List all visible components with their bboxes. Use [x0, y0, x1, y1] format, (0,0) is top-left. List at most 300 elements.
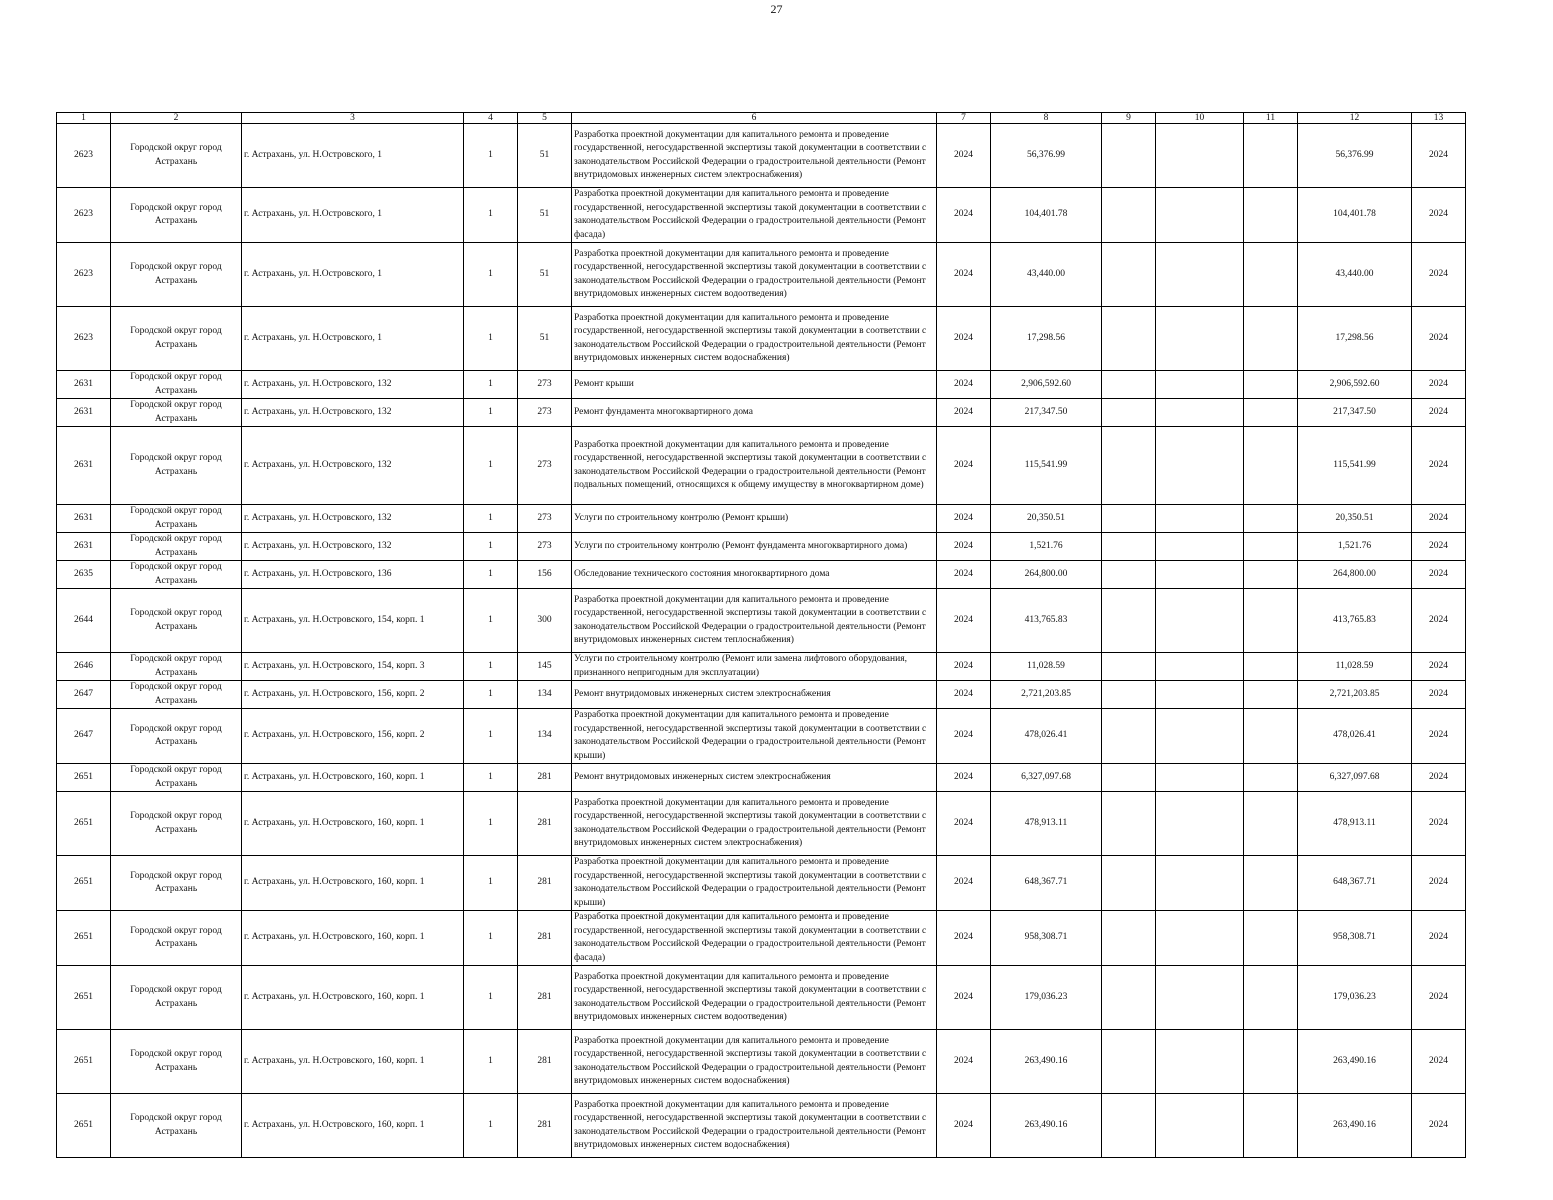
cost-cell: 263,490.16 — [991, 1030, 1102, 1094]
work-type-cell: Разработка проектной документации для капитального ремонта и проведение государственной, негосударственной экспертизы такой документации в соответствии с законодательством Российской Федерации о градостроительной деятельности (Ремонт внутридомовых инженерных систем водоснабжения) — [572, 307, 937, 371]
cost-cell: 264,800.00 — [991, 561, 1102, 589]
column-9-cell — [1102, 505, 1156, 533]
column-4-cell: 1 — [464, 371, 518, 399]
row-number-cell: 2623 — [57, 307, 111, 371]
year-cell: 2024 — [937, 764, 991, 792]
municipality-cell: Городской округ город Астрахань — [111, 371, 242, 399]
column-10-cell — [1156, 1030, 1244, 1094]
municipality-cell: Городской округ город Астрахань — [111, 307, 242, 371]
column-4-cell: 1 — [464, 911, 518, 966]
column-9-cell — [1102, 124, 1156, 188]
column-4-cell: 1 — [464, 1094, 518, 1158]
table-row — [57, 399, 1466, 427]
address-cell: г. Астрахань, ул. Н.Островского, 160, корп. 1 — [242, 911, 464, 966]
work-type-cell: Разработка проектной документации для капитального ремонта и проведение государственной, негосударственной экспертизы такой документации в соответствии с законодательством Российской Федерации о градостроительной деятельности (Ремонт внутридомовых инженерных систем водоснабжения) — [572, 1094, 937, 1158]
column-13-cell: 2024 — [1412, 188, 1466, 243]
column-9-cell — [1102, 653, 1156, 681]
row-number-cell: 2651 — [57, 764, 111, 792]
column-13-cell: 2024 — [1412, 764, 1466, 792]
column-9-cell — [1102, 911, 1156, 966]
address-cell: г. Астрахань, ул. Н.Островского, 1 — [242, 243, 464, 307]
row-number-cell: 2631 — [57, 399, 111, 427]
year-cell: 2024 — [937, 966, 991, 1030]
table-row — [57, 307, 1466, 371]
cost-cell: 11,028.59 — [991, 653, 1102, 681]
column-13-cell: 2024 — [1412, 709, 1466, 764]
address-cell: г. Астрахань, ул. Н.Островского, 160, корп. 1 — [242, 1030, 464, 1094]
column-9-cell — [1102, 371, 1156, 399]
column-5-cell: 281 — [518, 856, 572, 911]
column-9-cell — [1102, 709, 1156, 764]
address-cell: г. Астрахань, ул. Н.Островского, 160, корп. 1 — [242, 1094, 464, 1158]
work-type-cell: Услуги по строительному контролю (Ремонт фундамента многоквартирного дома) — [572, 533, 937, 561]
cost-cell: 56,376.99 — [991, 124, 1102, 188]
row-number-cell: 2631 — [57, 371, 111, 399]
work-type-cell: Разработка проектной документации для капитального ремонта и проведение государственной, негосударственной экспертизы такой документации в соответствии с законодательством Российской Федерации о градостроительной деятельности (Ремонт внутридомовых инженерных систем водоотведения) — [572, 243, 937, 307]
column-11-cell — [1244, 966, 1298, 1030]
column-4-cell: 1 — [464, 966, 518, 1030]
address-cell: г. Астрахань, ул. Н.Островского, 132 — [242, 371, 464, 399]
column-11-cell — [1244, 792, 1298, 856]
table-row — [57, 243, 1466, 307]
column-11-cell — [1244, 533, 1298, 561]
column-4-cell: 1 — [464, 533, 518, 561]
column-10-cell — [1156, 589, 1244, 653]
column-5-cell: 273 — [518, 399, 572, 427]
year-cell: 2024 — [937, 792, 991, 856]
column-header: 8 — [991, 113, 1102, 124]
row-number-cell: 2644 — [57, 589, 111, 653]
column-10-cell — [1156, 427, 1244, 505]
column-12-cell: 958,308.71 — [1298, 911, 1412, 966]
table-row — [57, 427, 1466, 505]
column-4-cell: 1 — [464, 1030, 518, 1094]
table-row — [57, 589, 1466, 653]
column-10-cell — [1156, 371, 1244, 399]
column-10-cell — [1156, 505, 1244, 533]
column-4-cell: 1 — [464, 764, 518, 792]
address-cell: г. Астрахань, ул. Н.Островского, 136 — [242, 561, 464, 589]
column-11-cell — [1244, 307, 1298, 371]
cost-cell: 478,026.41 — [991, 709, 1102, 764]
column-number-row — [57, 113, 1466, 124]
cost-cell: 2,721,203.85 — [991, 681, 1102, 709]
column-10-cell — [1156, 966, 1244, 1030]
column-12-cell: 20,350.51 — [1298, 505, 1412, 533]
cost-cell: 179,036.23 — [991, 966, 1102, 1030]
work-type-cell: Разработка проектной документации для капитального ремонта и проведение государственной, негосударственной экспертизы такой документации в соответствии с законодательством Российской Федерации о градостроительной деятельности (Ремонт крыши) — [572, 709, 937, 764]
column-12-cell: 2,721,203.85 — [1298, 681, 1412, 709]
address-cell: г. Астрахань, ул. Н.Островского, 160, корп. 1 — [242, 792, 464, 856]
column-12-cell: 104,401.78 — [1298, 188, 1412, 243]
address-cell: г. Астрахань, ул. Н.Островского, 1 — [242, 188, 464, 243]
column-13-cell: 2024 — [1412, 427, 1466, 505]
column-5-cell: 51 — [518, 124, 572, 188]
column-12-cell: 1,521.76 — [1298, 533, 1412, 561]
table-row — [57, 792, 1466, 856]
row-number-cell: 2651 — [57, 911, 111, 966]
column-11-cell — [1244, 911, 1298, 966]
work-type-cell: Разработка проектной документации для капитального ремонта и проведение государственной, негосударственной экспертизы такой документации в соответствии с законодательством Российской Федерации о градостроительной деятельности (Ремонт внутридомовых инженерных систем теплоснабжения) — [572, 589, 937, 653]
table-row — [57, 371, 1466, 399]
address-cell: г. Астрахань, ул. Н.Островского, 132 — [242, 427, 464, 505]
table-row — [57, 1094, 1466, 1158]
column-header: 12 — [1298, 113, 1412, 124]
column-9-cell — [1102, 1030, 1156, 1094]
column-5-cell: 273 — [518, 505, 572, 533]
cost-cell: 478,913.11 — [991, 792, 1102, 856]
municipality-cell: Городской округ город Астрахань — [111, 681, 242, 709]
year-cell: 2024 — [937, 1030, 991, 1094]
column-11-cell — [1244, 505, 1298, 533]
column-10-cell — [1156, 911, 1244, 966]
capital-repair-table — [56, 112, 1466, 1158]
year-cell: 2024 — [937, 1094, 991, 1158]
column-12-cell: 179,036.23 — [1298, 966, 1412, 1030]
address-cell: г. Астрахань, ул. Н.Островского, 1 — [242, 124, 464, 188]
row-number-cell: 2651 — [57, 966, 111, 1030]
column-4-cell: 1 — [464, 427, 518, 505]
column-11-cell — [1244, 561, 1298, 589]
column-13-cell: 2024 — [1412, 792, 1466, 856]
column-10-cell — [1156, 792, 1244, 856]
row-number-cell: 2651 — [57, 856, 111, 911]
municipality-cell: Городской округ город Астрахань — [111, 856, 242, 911]
municipality-cell: Городской округ город Астрахань — [111, 1094, 242, 1158]
column-5-cell: 281 — [518, 764, 572, 792]
column-10-cell — [1156, 243, 1244, 307]
table-row — [57, 653, 1466, 681]
work-type-cell: Услуги по строительному контролю (Ремонт крыши) — [572, 505, 937, 533]
work-type-cell: Обследование технического состояния многоквартирного дома — [572, 561, 937, 589]
year-cell: 2024 — [937, 188, 991, 243]
municipality-cell: Городской округ город Астрахань — [111, 709, 242, 764]
column-13-cell: 2024 — [1412, 371, 1466, 399]
table-row — [57, 533, 1466, 561]
column-header: 9 — [1102, 113, 1156, 124]
year-cell: 2024 — [937, 681, 991, 709]
table-row — [57, 561, 1466, 589]
column-13-cell: 2024 — [1412, 681, 1466, 709]
column-13-cell: 2024 — [1412, 911, 1466, 966]
column-13-cell: 2024 — [1412, 307, 1466, 371]
column-4-cell: 1 — [464, 124, 518, 188]
municipality-cell: Городской округ город Астрахань — [111, 243, 242, 307]
column-9-cell — [1102, 243, 1156, 307]
column-5-cell: 51 — [518, 243, 572, 307]
column-4-cell: 1 — [464, 709, 518, 764]
column-header: 4 — [464, 113, 518, 124]
row-number-cell: 2623 — [57, 124, 111, 188]
column-9-cell — [1102, 427, 1156, 505]
column-13-cell: 2024 — [1412, 399, 1466, 427]
column-11-cell — [1244, 188, 1298, 243]
column-9-cell — [1102, 188, 1156, 243]
address-cell: г. Астрахань, ул. Н.Островского, 132 — [242, 399, 464, 427]
column-header: 1 — [57, 113, 111, 124]
work-type-cell: Разработка проектной документации для капитального ремонта и проведение государственной, негосударственной экспертизы такой документации в соответствии с законодательством Российской Федерации о градостроительной деятельности (Ремонт внутридомовых инженерных систем водоснабжения) — [572, 1030, 937, 1094]
year-cell: 2024 — [937, 653, 991, 681]
row-number-cell: 2623 — [57, 188, 111, 243]
work-type-cell: Разработка проектной документации для капитального ремонта и проведение государственной, негосударственной экспертизы такой документации в соответствии с законодательством Российской Федерации о градостроительной деятельности (Ремонт крыши) — [572, 856, 937, 911]
address-cell: г. Астрахань, ул. Н.Островского, 160, корп. 1 — [242, 966, 464, 1030]
column-5-cell: 273 — [518, 427, 572, 505]
column-5-cell: 300 — [518, 589, 572, 653]
table-row — [57, 1030, 1466, 1094]
column-9-cell — [1102, 589, 1156, 653]
column-13-cell: 2024 — [1412, 561, 1466, 589]
column-9-cell — [1102, 1094, 1156, 1158]
column-11-cell — [1244, 399, 1298, 427]
column-11-cell — [1244, 243, 1298, 307]
row-number-cell: 2631 — [57, 533, 111, 561]
column-11-cell — [1244, 589, 1298, 653]
column-12-cell: 17,298.56 — [1298, 307, 1412, 371]
column-13-cell: 2024 — [1412, 124, 1466, 188]
column-4-cell: 1 — [464, 399, 518, 427]
address-cell: г. Астрахань, ул. Н.Островского, 154, корп. 1 — [242, 589, 464, 653]
column-5-cell: 281 — [518, 792, 572, 856]
column-12-cell: 263,490.16 — [1298, 1030, 1412, 1094]
column-12-cell: 115,541.99 — [1298, 427, 1412, 505]
row-number-cell: 2647 — [57, 681, 111, 709]
column-header: 5 — [518, 113, 572, 124]
municipality-cell: Городской округ город Астрахань — [111, 764, 242, 792]
municipality-cell: Городской округ город Астрахань — [111, 966, 242, 1030]
municipality-cell: Городской округ город Астрахань — [111, 505, 242, 533]
work-type-cell: Разработка проектной документации для капитального ремонта и проведение государственной, негосударственной экспертизы такой документации в соответствии с законодательством Российской Федерации о градостроительной деятельности (Ремонт внутридомовых инженерных систем водоотведения) — [572, 966, 937, 1030]
year-cell: 2024 — [937, 709, 991, 764]
column-13-cell: 2024 — [1412, 505, 1466, 533]
page-number: 27 — [770, 2, 783, 16]
address-cell: г. Астрахань, ул. Н.Островского, 1 — [242, 307, 464, 371]
column-11-cell — [1244, 124, 1298, 188]
municipality-cell: Городской округ город Астрахань — [111, 653, 242, 681]
column-11-cell — [1244, 681, 1298, 709]
address-cell: г. Астрахань, ул. Н.Островского, 132 — [242, 533, 464, 561]
row-number-cell: 2623 — [57, 243, 111, 307]
table-row — [57, 124, 1466, 188]
work-type-cell: Ремонт крыши — [572, 371, 937, 399]
address-cell: г. Астрахань, ул. Н.Островского, 156, корп. 2 — [242, 681, 464, 709]
column-11-cell — [1244, 764, 1298, 792]
column-13-cell: 2024 — [1412, 589, 1466, 653]
municipality-cell: Городской округ город Астрахань — [111, 399, 242, 427]
column-12-cell: 56,376.99 — [1298, 124, 1412, 188]
cost-cell: 958,308.71 — [991, 911, 1102, 966]
column-5-cell: 281 — [518, 1030, 572, 1094]
column-4-cell: 1 — [464, 561, 518, 589]
column-4-cell: 1 — [464, 307, 518, 371]
year-cell: 2024 — [937, 561, 991, 589]
row-number-cell: 2646 — [57, 653, 111, 681]
column-9-cell — [1102, 966, 1156, 1030]
year-cell: 2024 — [937, 243, 991, 307]
column-11-cell — [1244, 371, 1298, 399]
column-4-cell: 1 — [464, 792, 518, 856]
column-10-cell — [1156, 709, 1244, 764]
column-12-cell: 6,327,097.68 — [1298, 764, 1412, 792]
column-9-cell — [1102, 399, 1156, 427]
row-number-cell: 2631 — [57, 505, 111, 533]
column-5-cell: 273 — [518, 371, 572, 399]
cost-cell: 217,347.50 — [991, 399, 1102, 427]
column-9-cell — [1102, 792, 1156, 856]
work-type-cell: Ремонт внутридомовых инженерных систем электроснабжения — [572, 764, 937, 792]
column-4-cell: 1 — [464, 188, 518, 243]
column-9-cell — [1102, 307, 1156, 371]
table-row — [57, 966, 1466, 1030]
work-type-cell: Разработка проектной документации для капитального ремонта и проведение государственной, негосударственной экспертизы такой документации в соответствии с законодательством Российской Федерации о градостроительной деятельности (Ремонт фасада) — [572, 911, 937, 966]
column-4-cell: 1 — [464, 589, 518, 653]
column-10-cell — [1156, 533, 1244, 561]
column-10-cell — [1156, 1094, 1244, 1158]
address-cell: г. Астрахань, ул. Н.Островского, 160, корп. 1 — [242, 764, 464, 792]
cost-cell: 104,401.78 — [991, 188, 1102, 243]
column-5-cell: 134 — [518, 709, 572, 764]
year-cell: 2024 — [937, 124, 991, 188]
column-10-cell — [1156, 399, 1244, 427]
column-4-cell: 1 — [464, 505, 518, 533]
municipality-cell: Городской округ город Астрахань — [111, 911, 242, 966]
column-12-cell: 648,367.71 — [1298, 856, 1412, 911]
column-11-cell — [1244, 856, 1298, 911]
column-11-cell — [1244, 1094, 1298, 1158]
row-number-cell: 2631 — [57, 427, 111, 505]
column-4-cell: 1 — [464, 856, 518, 911]
work-type-cell: Разработка проектной документации для капитального ремонта и проведение государственной, негосударственной экспертизы такой документации в соответствии с законодательством Российской Федерации о градостроительной деятельности (Ремонт подвальных помещений, относящихся к общему имуществу в многоквартирном доме) — [572, 427, 937, 505]
table-row — [57, 911, 1466, 966]
column-5-cell: 156 — [518, 561, 572, 589]
column-10-cell — [1156, 188, 1244, 243]
column-header: 11 — [1244, 113, 1298, 124]
column-5-cell: 134 — [518, 681, 572, 709]
column-5-cell: 281 — [518, 911, 572, 966]
column-9-cell — [1102, 561, 1156, 589]
column-header: 7 — [937, 113, 991, 124]
column-9-cell — [1102, 764, 1156, 792]
column-12-cell: 11,028.59 — [1298, 653, 1412, 681]
column-5-cell: 273 — [518, 533, 572, 561]
work-type-cell: Разработка проектной документации для капитального ремонта и проведение государственной, негосударственной экспертизы такой документации в соответствии с законодательством Российской Федерации о градостроительной деятельности (Ремонт внутридомовых инженерных систем электроснабжения) — [572, 792, 937, 856]
column-10-cell — [1156, 124, 1244, 188]
column-12-cell: 217,347.50 — [1298, 399, 1412, 427]
column-header: 6 — [572, 113, 937, 124]
year-cell: 2024 — [937, 505, 991, 533]
year-cell: 2024 — [937, 371, 991, 399]
work-type-cell: Разработка проектной документации для капитального ремонта и проведение государственной, негосударственной экспертизы такой документации в соответствии с законодательством Российской Федерации о градостроительной деятельности (Ремонт внутридомовых инженерных систем электроснабжения) — [572, 124, 937, 188]
table-row — [57, 505, 1466, 533]
work-type-cell: Разработка проектной документации для капитального ремонта и проведение государственной, негосударственной экспертизы такой документации в соответствии с законодательством Российской Федерации о градостроительной деятельности (Ремонт фасада) — [572, 188, 937, 243]
column-10-cell — [1156, 307, 1244, 371]
column-12-cell: 264,800.00 — [1298, 561, 1412, 589]
column-13-cell: 2024 — [1412, 1030, 1466, 1094]
column-12-cell: 478,913.11 — [1298, 792, 1412, 856]
column-13-cell: 2024 — [1412, 856, 1466, 911]
municipality-cell: Городской округ город Астрахань — [111, 792, 242, 856]
column-9-cell — [1102, 856, 1156, 911]
row-number-cell: 2651 — [57, 1030, 111, 1094]
column-10-cell — [1156, 856, 1244, 911]
table-row — [57, 709, 1466, 764]
cost-cell: 413,765.83 — [991, 589, 1102, 653]
column-13-cell: 2024 — [1412, 966, 1466, 1030]
table-row — [57, 188, 1466, 243]
address-cell: г. Астрахань, ул. Н.Островского, 156, корп. 2 — [242, 709, 464, 764]
column-9-cell — [1102, 533, 1156, 561]
year-cell: 2024 — [937, 911, 991, 966]
municipality-cell: Городской округ город Астрахань — [111, 1030, 242, 1094]
cost-cell: 263,490.16 — [991, 1094, 1102, 1158]
municipality-cell: Городской округ город Астрахань — [111, 124, 242, 188]
column-11-cell — [1244, 1030, 1298, 1094]
column-4-cell: 1 — [464, 653, 518, 681]
column-13-cell: 2024 — [1412, 533, 1466, 561]
column-5-cell: 51 — [518, 188, 572, 243]
work-type-cell: Ремонт фундамента многоквартирного дома — [572, 399, 937, 427]
municipality-cell: Городской округ город Астрахань — [111, 589, 242, 653]
address-cell: г. Астрахань, ул. Н.Островского, 132 — [242, 505, 464, 533]
year-cell: 2024 — [937, 307, 991, 371]
municipality-cell: Городской округ город Астрахань — [111, 533, 242, 561]
table-row — [57, 856, 1466, 911]
column-header: 3 — [242, 113, 464, 124]
cost-cell: 115,541.99 — [991, 427, 1102, 505]
row-number-cell: 2651 — [57, 1094, 111, 1158]
cost-cell: 17,298.56 — [991, 307, 1102, 371]
row-number-cell: 2651 — [57, 792, 111, 856]
column-4-cell: 1 — [464, 681, 518, 709]
column-4-cell: 1 — [464, 243, 518, 307]
column-5-cell: 51 — [518, 307, 572, 371]
cost-cell: 20,350.51 — [991, 505, 1102, 533]
work-type-cell: Услуги по строительному контролю (Ремонт или замена лифтового оборудования, признанного непригодным для эксплуатации) — [572, 653, 937, 681]
column-header: 13 — [1412, 113, 1466, 124]
year-cell: 2024 — [937, 427, 991, 505]
address-cell: г. Астрахань, ул. Н.Островского, 160, корп. 1 — [242, 856, 464, 911]
column-header: 2 — [111, 113, 242, 124]
column-12-cell: 263,490.16 — [1298, 1094, 1412, 1158]
column-12-cell: 43,440.00 — [1298, 243, 1412, 307]
municipality-cell: Городской округ город Астрахань — [111, 561, 242, 589]
year-cell: 2024 — [937, 856, 991, 911]
column-10-cell — [1156, 653, 1244, 681]
column-13-cell: 2024 — [1412, 243, 1466, 307]
column-13-cell: 2024 — [1412, 653, 1466, 681]
column-header: 10 — [1156, 113, 1244, 124]
column-11-cell — [1244, 427, 1298, 505]
work-type-cell: Ремонт внутридомовых инженерных систем электроснабжения — [572, 681, 937, 709]
cost-cell: 6,327,097.68 — [991, 764, 1102, 792]
municipality-cell: Городской округ город Астрахань — [111, 427, 242, 505]
column-10-cell — [1156, 561, 1244, 589]
column-11-cell — [1244, 709, 1298, 764]
column-5-cell: 281 — [518, 966, 572, 1030]
cost-cell: 648,367.71 — [991, 856, 1102, 911]
cost-cell: 1,521.76 — [991, 533, 1102, 561]
column-11-cell — [1244, 653, 1298, 681]
column-13-cell: 2024 — [1412, 1094, 1466, 1158]
column-10-cell — [1156, 764, 1244, 792]
column-10-cell — [1156, 681, 1244, 709]
address-cell: г. Астрахань, ул. Н.Островского, 154, корп. 3 — [242, 653, 464, 681]
year-cell: 2024 — [937, 589, 991, 653]
year-cell: 2024 — [937, 399, 991, 427]
municipality-cell: Городской округ город Астрахань — [111, 188, 242, 243]
row-number-cell: 2647 — [57, 709, 111, 764]
cost-cell: 2,906,592.60 — [991, 371, 1102, 399]
column-12-cell: 413,765.83 — [1298, 589, 1412, 653]
